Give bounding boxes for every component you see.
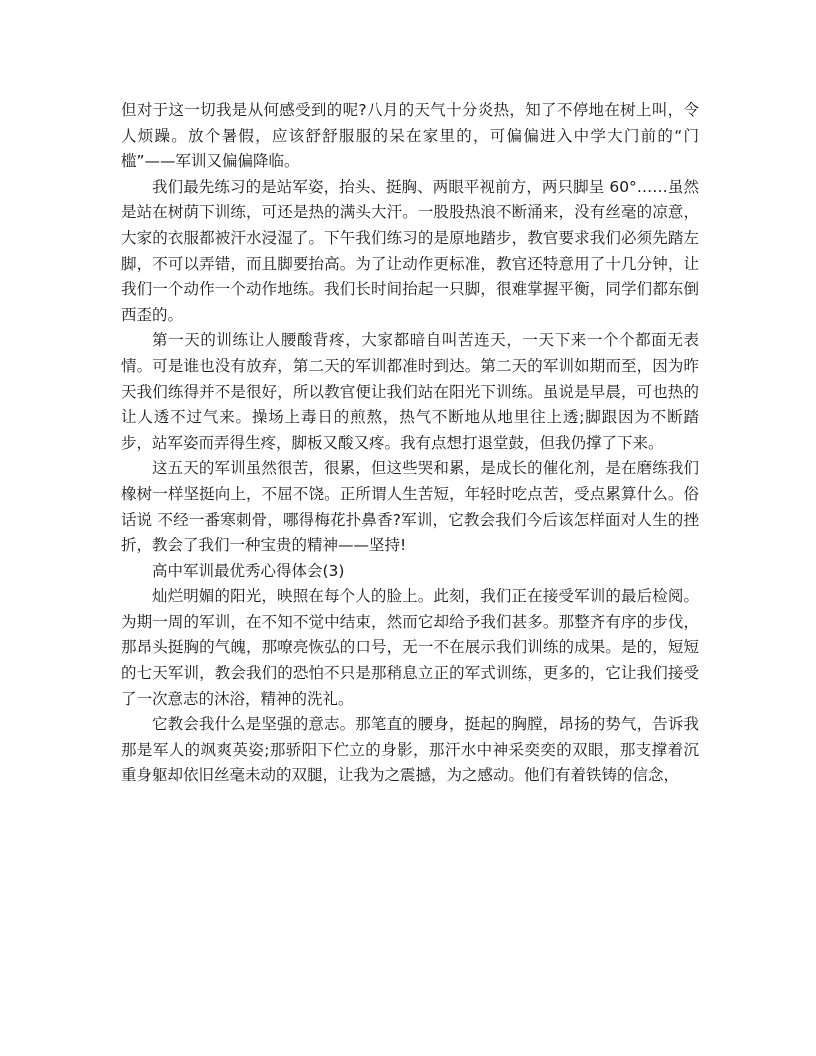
paragraph-standing-posture: 我们最先练习的是站军姿，抬头、挺胸、两眼平视前方，两只脚呈 60°……虽然是站在树荫下训练，可还是热的满头大汗。一股股热浪不断涌来，没有丝毫的凉意，大家的衣服都被汗水浸湿了。下午我们练习的是原地踏步，教官要求我们必须先踏左脚，不可以弄错，而且脚要抬高。为了让动作更标准，教官还特意用了十几分钟，让我们一个动作一个动作地练。我们长时间抬起一只脚，很难掌握平衡，同学们都东倒西歪的。: [121, 177, 699, 324]
paragraph-final-review: 灿烂明媚的阳光，映照在每个人的脸上。此刻，我们正在接受军训的最后检阅。为期一周的军训，在不知不觉中结束，然而它却给予我们甚多。那整齐有序的步伐，那昂头挺胸的气魄，那嘹亮恢弘的口号，无一不在展示我们训练的成果。是的，短短的七天军训，教会我们的恐怕不只是那稍息立正的军式训练，更多的，它让我们接受了一次意志的沐浴，精神的洗礼。: [121, 587, 699, 708]
section-heading: 高中军训最优秀心得体会(3): [152, 561, 345, 580]
document-body: [121, 98, 699, 789]
paragraph-opening: 但对于这一切我是从何感受到的呢?八月的天气十分炎热，知了不停地在树上叫，令人烦躁。放个暑假，应该舒舒服服的呆在家里的，可偏偏进入中学大门前的“门槛”——军训又偏偏降临。: [121, 101, 699, 171]
paragraph-first-day: 第一天的训练让人腰酸背疼，大家都暗自叫苦连天，一天下来一个个都面无表情。可是谁也没有放弃，第二天的军训都准时到达。第二天的军训如期而至，因为昨天我们练得并不是很好，所以教官便让我们站在阳光下训练。虽说是早晨，可也热的让人透不过气来。操场上毒日的煎熬，热气不断地从地里往上透;脚跟因为不断踏步，站军姿而弄得生疼，脚板又酸又疼。我有点想打退堂鼓，但我仍撑了下来。: [121, 331, 699, 452]
paragraph-five-days: 这五天的军训虽然很苦，很累，但这些哭和累，是成长的催化剂，是在磨练我们橡树一样坚挺向上，不屈不饶。正所谓人生苦短，年轻时吃点苦，受点累算什么。俗话说 不经一番寒刺骨，哪得梅花扑鼻香?军训，它教会我们今后该怎样面对人生的挫折，教会了我们一种宝贵的精神——坚持!: [121, 459, 699, 555]
paragraph-strong-will: 它教会我什么是坚强的意志。那笔直的腰身，挺起的胸膛，昂扬的势气，告诉我那是军人的飒爽英姿;那骄阳下伫立的身影，那汗水中神采奕奕的双眼，那支撑着沉重身躯却依旧丝毫未动的双腿，让我为之震撼，为之感动。他们有着铁铸的信念，: [121, 715, 699, 785]
